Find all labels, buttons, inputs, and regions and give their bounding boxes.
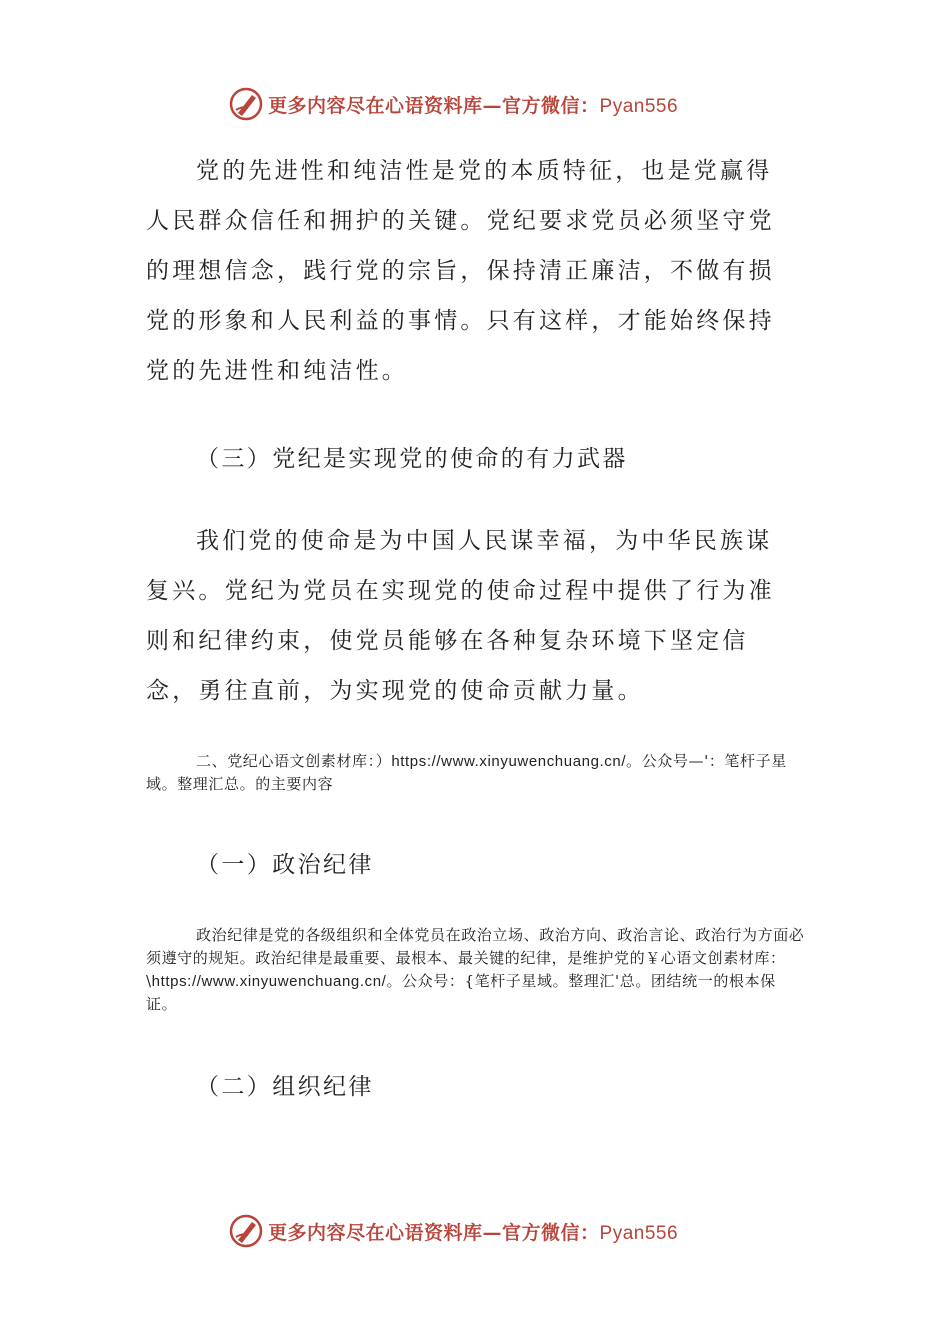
heading-mission: （三）党纪是实现党的使命的有力武器	[196, 446, 628, 472]
political-url[interactable]: https://www.xinyuwenchuang.cn/	[151, 973, 387, 990]
section-two-url[interactable]: https://www.xinyuwenchuang.cn/	[391, 753, 627, 770]
pen-logo-icon	[228, 86, 264, 122]
section-two-intro: 二、党纪心语文创素材库：）https://www.xinyuwenchuang.cn/。公众号—'：笔杆子星域。整理汇总。的主要内容	[146, 752, 787, 793]
wechat-id: Pyan556	[599, 95, 679, 117]
paragraph-purity: 党的先进性和纯洁性是党的本质特征，也是党赢得人民群众信任和拥护的关键。党纪要求党员必须坚守党的理想信念，践行党的宗旨，保持清正廉洁，不做有损党的形象和人民利益的事情。只有这样，才能始终保持党的先进性和纯洁性。	[146, 158, 775, 384]
heading-organization: （二）组织纪律	[196, 1074, 374, 1100]
pen-logo-icon	[228, 1213, 264, 1249]
banner-text: 更多内容尽在心语资料库—官方微信：Pyan556	[268, 94, 679, 117]
wechat-id: Pyan556	[599, 1222, 679, 1244]
heading-political: （一）政治纪律	[196, 852, 374, 878]
paragraph-mission: 我们党的使命是为中国人民谋幸福，为中华民族谋复兴。党纪为党员在实现党的使命过程中提供了行为准则和纪律约束，使党员能够在各种复杂环境下坚定信念，勇往直前，为实现党的使命贡献力量。	[146, 528, 775, 704]
footer-banner	[228, 1211, 678, 1251]
banner-text: 更多内容尽在心语资料库—官方微信：Pyan556	[268, 1221, 679, 1244]
paragraph-political: 政治纪律是党的各级组织和全体党员在政治立场、政治方向、政治言论、政治行为方面必须遵守的规矩。政治纪律是最重要、最根本、最关键的纪律，是维护党的￥心语文创素材库：\https://www.xinyuwenchuang.cn/。公众号：{笔杆子星域。整理汇'总。团结统一的根本保证。	[146, 926, 805, 1013]
header-banner	[228, 84, 678, 124]
